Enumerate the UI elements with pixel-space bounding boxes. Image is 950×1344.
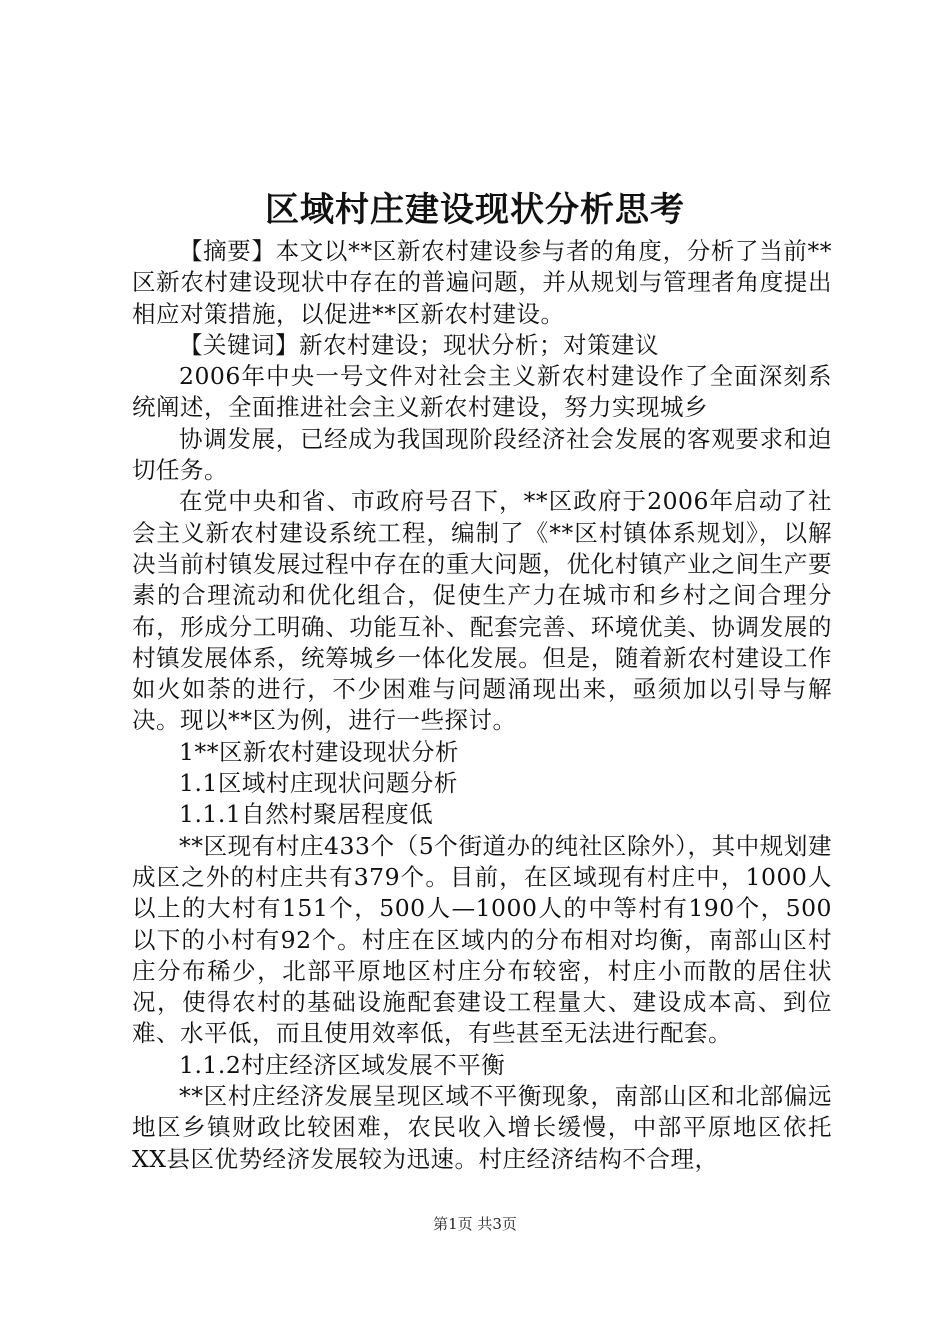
section-heading: 1**区新农村建设现状分析 — [179, 737, 459, 766]
body-paragraph: 协调发展，已经成为我国现阶段经济社会发展的客观要求和迫切任务。 — [132, 424, 832, 485]
abstract-paragraph: 【摘要】本文以**区新农村建设参与者的角度，分析了当前**区新农村建设现状中存在的普遍问题，并从规划与管理者角度提出相应对策措施，以促进**区新农村建设。 — [132, 237, 832, 328]
page-number-footer: 第1页 共3页 — [433, 1215, 517, 1233]
subsection-heading: 1.1区域村庄现状问题分析 — [179, 769, 458, 798]
body-paragraph: 2006年中央一号文件对社会主义新农村建设作了全面深刻系统阐述，全面推进社会主义新农村建设，努力实现城乡 — [132, 362, 832, 422]
subsubsection-heading: 1.1.2村庄经济区域发展不平衡 — [179, 1050, 506, 1079]
body-paragraph: **区现有村庄433个（5个街道办的纯社区除外），其中规划建成区之外的村庄共有379个。目前，在区域现有村庄中，1000人以上的大村有151个，500人—1000人的中等村有190个，500以下的小村有92个。村庄在区域内的分布相对均衡，南部山区村庄分布稀少，北部平原地区村庄分布较密，村庄小而散的居住状况，使得农村的基础设施配套建设工程量大、建设成本高、到位难、水平低，而且使用效率低，有些甚至无法进行配套。 — [132, 831, 832, 1048]
document-body — [132, 236, 832, 1175]
document-title: 区域村庄建设现状分析思考 — [265, 190, 685, 230]
subsubsection-heading: 1.1.1自然村聚居程度低 — [179, 800, 434, 829]
body-paragraph: 在党中央和省、市政府号召下，**区政府于2006年启动了社会主义新农村建设系统工程，编制了《**区村镇体系规划》，以解决当前村镇发展过程中存在的重大问题，优化村镇产业之间生产要素的合理流动和优化组合，促使生产力在城市和乡村之间合理分布，形成分工明确、功能互补、配套完善、环境优美、协调发展的村镇发展体系，统筹城乡一体化发展。但是，随着新农村建设工作如火如荼的进行，不少困难与问题涌现出来，亟须加以引导与解决。现以**区为例，进行一些探讨。 — [132, 487, 832, 735]
keywords-paragraph: 【关键词】新农村建设；现状分析；对策建议 — [179, 330, 659, 359]
body-paragraph: **区村庄经济发展呈现区域不平衡现象，南部山区和北部偏远地区乡镇财政比较困难，农民收入增长缓慢，中部平原地区依托XX县区优势经济发展较为迅速。村庄经济结构不合理， — [132, 1082, 832, 1173]
